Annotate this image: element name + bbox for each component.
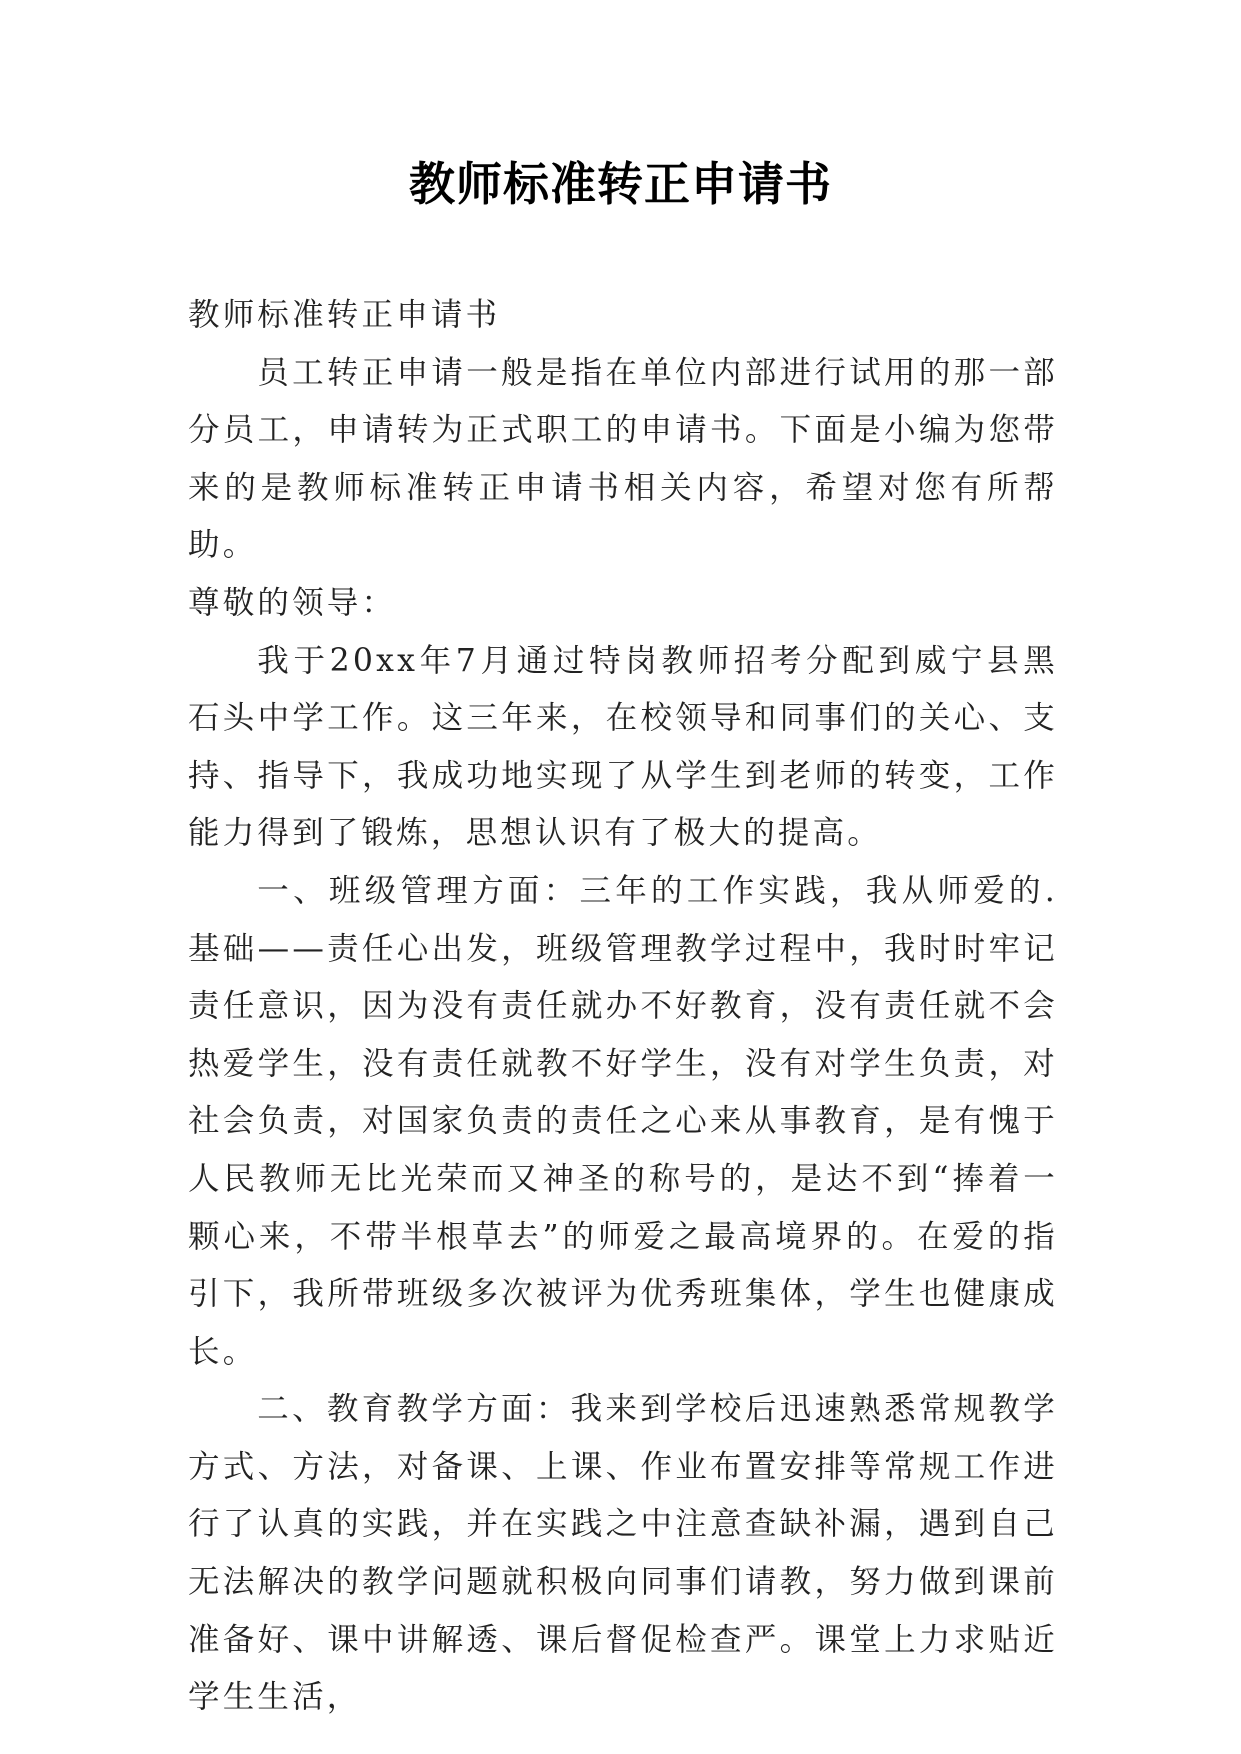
paragraph-background: 我于20xx年7月通过特岗教师招考分配到威宁县黑石头中学工作。这三年来，在校领导和同事们的关心、支持、指导下，我成功地实现了从学生到老师的转变，工作能力得到了锻炼，思想认识有了极大的提高。 <box>188 642 1058 852</box>
subtitle-line: 教师标准转正申请书 <box>188 297 501 333</box>
document-title: 教师标准转正申请书 <box>409 157 832 211</box>
paragraph-teaching: 二、教育教学方面：我来到学校后迅速熟悉常规教学方式、方法，对备课、上课、作业布置安排等常规工作进行了认真的实践，并在实践之中注意查缺补漏，遇到自己无法解决的教学问题就积极向同事们请教，努力做到课前准备好、课中讲解透、课后督促检查严。课堂上力求贴近学生生活， <box>188 1391 1058 1716</box>
document-body <box>188 287 1058 1727</box>
paragraph-class-management: 一、班级管理方面：三年的工作实践，我从师爱的.基础——责任心出发，班级管理教学过程中，我时时牢记责任意识，因为没有责任就办不好教育，没有责任就不会热爱学生，没有责任就教不好学生，没有对学生负责，对社会负责，对国家负责的责任之心来从事教育，是有愧于人民教师无比光荣而又神圣的称号的，是达不到“捧着一颗心来，不带半根草去”的师爱之最高境界的。在爱的指引下，我所带班级多次被评为优秀班集体，学生也健康成长。 <box>188 872 1058 1370</box>
salutation: 尊敬的领导： <box>188 584 397 621</box>
intro-paragraph: 员工转正申请一般是指在单位内部进行试用的那一部分员工，申请转为正式职工的申请书。下面是小编为您带来的是教师标准转正申请书相关内容，希望对您有所帮助。 <box>188 354 1058 564</box>
